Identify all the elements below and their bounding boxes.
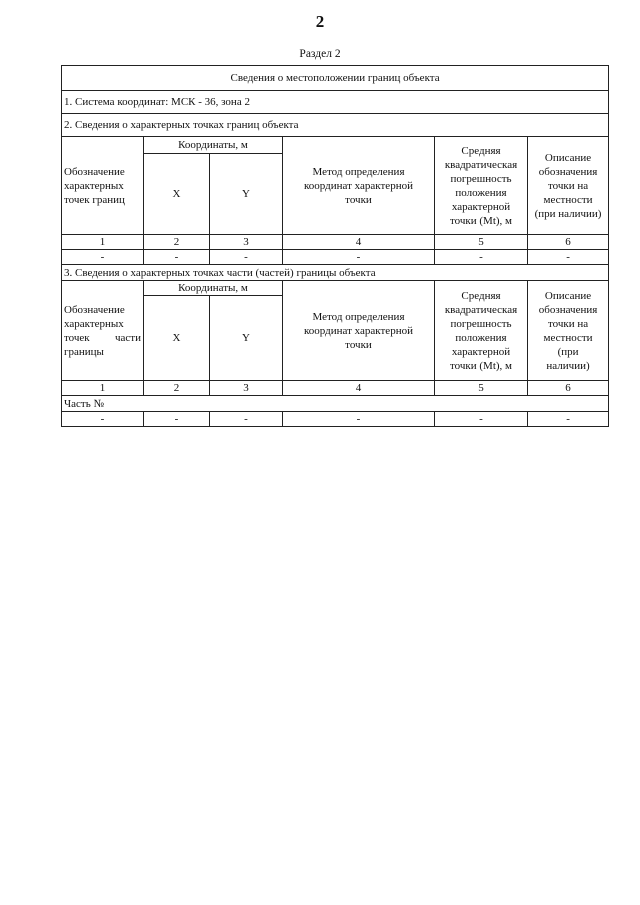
part-label: Часть № (62, 396, 609, 412)
section3-title: 3. Сведения о характерных точках части (частей) границы объекта (62, 265, 609, 281)
s3-cell-5: - (435, 412, 528, 427)
s2-empty-row (62, 250, 609, 265)
boundary-table (61, 65, 609, 427)
s3-col-error-line: точки (Mt), м (449, 359, 512, 372)
s3-cell-6: - (528, 412, 609, 427)
s3-col-designation-line: границы (64, 345, 104, 358)
s3-empty-row (62, 412, 609, 427)
s2-col-designation-line: точек границ (64, 193, 125, 206)
coord-system: 1. Система координат: МСК - 36, зона 2 (62, 91, 609, 114)
section3-title-row (62, 265, 609, 281)
s3-cell-2: - (144, 412, 210, 427)
s3-num-5: 5 (435, 381, 528, 396)
s2-cell-5: - (435, 250, 528, 265)
s3-num-4: 4 (283, 381, 435, 396)
s3-col-designation-line: точек части (64, 331, 141, 344)
s2-col-method-line: точки (345, 193, 372, 206)
s2-col-description-line: (при наличии) (534, 207, 602, 220)
s3-cell-4: - (283, 412, 435, 427)
part-number-row (62, 396, 609, 412)
s3-col-designation-line: Обозначение (64, 303, 125, 316)
table-title-row (62, 66, 609, 91)
s3-col-description (528, 281, 609, 381)
s2-col-error-line: квадратическая (444, 158, 518, 171)
s2-col-error (435, 137, 528, 235)
s3-col-error-line: характерной (451, 345, 511, 358)
s3-col-error-line: положения (455, 331, 507, 344)
s2-col-designation-line: характерных (64, 179, 124, 192)
s3-col-description-line: обозначения (538, 303, 598, 316)
s3-column-numbers (62, 381, 609, 396)
coord-system-row (62, 91, 609, 114)
s3-num-3: 3 (210, 381, 283, 396)
s2-cell-6: - (528, 250, 609, 265)
s2-col-description-line: местности (543, 193, 593, 206)
s3-col-error-line: погрешность (450, 317, 512, 330)
s2-col-designation (62, 137, 144, 235)
s2-num-4: 4 (283, 235, 435, 250)
s3-col-description-line: (при (557, 345, 579, 358)
s3-col-method-line: координат характерной (304, 324, 413, 337)
s3-col-description-line: Описание (544, 289, 592, 302)
page-number: 2 (315, 12, 325, 31)
s2-cell-3: - (210, 250, 283, 265)
s2-col-designation-line: Обозначение (64, 165, 125, 178)
s2-col-description-line: точки на (547, 179, 589, 192)
s3-cell-1: - (62, 412, 144, 427)
s2-col-error-line: Средняя (461, 144, 501, 157)
s3-col-error-line: квадратическая (444, 303, 518, 316)
s3-col-method (283, 281, 435, 381)
s2-col-description (528, 137, 609, 235)
s2-col-method (283, 137, 435, 235)
s3-col-description-line: наличии) (546, 359, 590, 372)
s2-num-1: 1 (62, 235, 144, 250)
s2-col-error-line: положения (455, 186, 507, 199)
s3-col-method-line: Метод определения (312, 310, 405, 323)
section3-header-row (62, 281, 609, 296)
s3-col-method-line: точки (345, 338, 372, 351)
s2-col-y: Y (210, 154, 283, 235)
s2-num-5: 5 (435, 235, 528, 250)
section-label: Раздел 2 (299, 48, 341, 60)
s2-col-coords: Координаты, м (144, 137, 283, 154)
s2-num-3: 3 (210, 235, 283, 250)
s2-col-description-line: обозначения (538, 165, 598, 178)
s3-col-coords: Координаты, м (144, 281, 283, 296)
s3-col-designation-line: характерных (64, 317, 124, 330)
s2-col-error-line: погрешность (450, 172, 512, 185)
s2-num-6: 6 (528, 235, 609, 250)
s3-num-2: 2 (144, 381, 210, 396)
table-title: Сведения о местоположении границ объекта (62, 66, 609, 91)
s2-col-method-line: Метод определения (312, 165, 405, 178)
s3-col-error-line: Средняя (461, 289, 501, 302)
s3-col-error (435, 281, 528, 381)
s2-cell-2: - (144, 250, 210, 265)
s2-col-error-line: характерной (451, 200, 511, 213)
s3-cell-3: - (210, 412, 283, 427)
s3-col-description-line: местности (543, 331, 593, 344)
s3-num-1: 1 (62, 381, 144, 396)
s2-column-numbers (62, 235, 609, 250)
s3-col-description-line: точки на (547, 317, 589, 330)
section2-header-row (62, 137, 609, 154)
section2-title-row (62, 114, 609, 137)
s3-col-designation (62, 281, 144, 381)
s2-col-x: X (144, 154, 210, 235)
s3-col-y: Y (210, 296, 283, 381)
s2-cell-1: - (62, 250, 144, 265)
s2-col-error-line: точки (Mt), м (449, 214, 512, 227)
s2-col-description-line: Описание (544, 151, 592, 164)
s2-cell-4: - (283, 250, 435, 265)
s3-col-x: X (144, 296, 210, 381)
s2-col-method-line: координат характерной (304, 179, 413, 192)
section2-title: 2. Сведения о характерных точках границ объекта (62, 114, 609, 137)
s2-num-2: 2 (144, 235, 210, 250)
s3-num-6: 6 (528, 381, 609, 396)
